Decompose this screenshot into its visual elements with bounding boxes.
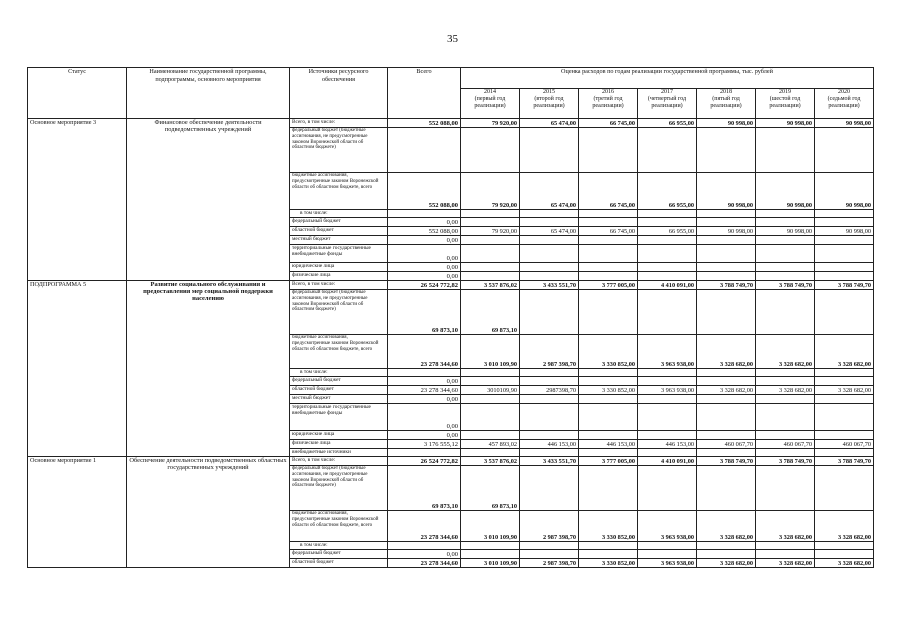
year-value-cell: 3 330 852,00 [579, 559, 638, 568]
year-value-cell: 3 777 005,00 [579, 457, 638, 466]
year-label: 2018 [720, 89, 732, 95]
year-value-cell: 2 987 398,70 [520, 559, 579, 568]
year-value-cell [638, 263, 697, 272]
year-value-cell: 446 153,00 [520, 440, 579, 449]
year-value-cell: 66 745,00 [579, 173, 638, 210]
total-cell: 0,00 [388, 245, 461, 263]
total-cell: 552 088,00 [388, 227, 461, 236]
source-label: федеральный бюджет [290, 218, 388, 227]
year-value-cell: 457 893,02 [461, 440, 520, 449]
year-value-cell [579, 218, 638, 227]
year-value-cell [461, 431, 520, 440]
year-value-cell: 3 963 938,00 [638, 511, 697, 542]
year-value-cell [697, 395, 756, 404]
year-value-cell [461, 272, 520, 281]
year-value-cell: 3 328 682,00 [697, 386, 756, 395]
year-value-cell [815, 218, 874, 227]
year-value-cell [815, 272, 874, 281]
total-cell: 26 524 772,82 [388, 457, 461, 466]
year-label: 2017 [661, 89, 673, 95]
year-value-cell [815, 236, 874, 245]
year-value-cell [461, 128, 520, 173]
year-value-cell: 65 474,00 [520, 227, 579, 236]
year-value-cell [815, 210, 874, 218]
year-value-cell [579, 404, 638, 431]
year-value-cell: 3 010 109,90 [461, 335, 520, 369]
year-value-cell [520, 542, 579, 550]
year-value-cell: 3 328 682,00 [815, 511, 874, 542]
total-cell: 0,00 [388, 272, 461, 281]
source-label: территориальные государственные внебюджетные фонды [290, 404, 388, 431]
total-cell: 69 873,10 [388, 290, 461, 335]
year-value-cell [756, 449, 815, 457]
header-sources: Источники ресурсного обеспечения [290, 68, 388, 119]
year-value-cell: 460 067,70 [697, 440, 756, 449]
source-label: в том числе: [290, 210, 388, 218]
year-value-cell [756, 236, 815, 245]
year-note: (первый год реализации) [474, 96, 506, 109]
program-name-cell: Финансовое обеспечение деятельности подведомственных учреждений [127, 119, 290, 281]
source-label: территориальные государственные внебюджетные фонды [290, 245, 388, 263]
year-value-cell: 2987398,70 [520, 386, 579, 395]
year-value-cell [579, 128, 638, 173]
year-value-cell: 3 328 682,00 [815, 559, 874, 568]
year-value-cell [520, 431, 579, 440]
year-value-cell: 3 330 852,00 [579, 511, 638, 542]
year-value-cell [756, 369, 815, 377]
year-value-cell [756, 245, 815, 263]
year-value-cell [638, 210, 697, 218]
year-label: 2014 [484, 89, 496, 95]
year-header-2020 [815, 89, 874, 119]
year-value-cell: 69 873,10 [461, 466, 520, 511]
year-header-2016 [579, 89, 638, 119]
year-value-cell [697, 542, 756, 550]
year-value-cell: 66 955,00 [638, 227, 697, 236]
year-value-cell: 3 788 749,70 [756, 457, 815, 466]
year-value-cell: 90 998,00 [815, 119, 874, 128]
year-value-cell [756, 218, 815, 227]
year-header-2018 [697, 89, 756, 119]
total-cell: 0,00 [388, 404, 461, 431]
year-value-cell [697, 290, 756, 335]
year-value-cell: 90 998,00 [756, 119, 815, 128]
source-label: федеральный бюджет (бюджетные ассигнования, не предусмотренные законом Воронежской области об областном бюджете) [290, 466, 388, 511]
year-value-cell [756, 290, 815, 335]
total-cell: 26 524 772,82 [388, 281, 461, 290]
year-value-cell: 3 963 938,00 [638, 559, 697, 568]
total-cell [388, 210, 461, 218]
year-value-cell [697, 210, 756, 218]
year-value-cell [638, 290, 697, 335]
year-value-cell [756, 542, 815, 550]
total-cell: 0,00 [388, 431, 461, 440]
year-value-cell [461, 542, 520, 550]
year-value-cell: 2 987 398,70 [520, 511, 579, 542]
year-value-cell [638, 449, 697, 457]
year-note: (второй год реализации) [533, 96, 565, 109]
year-value-cell [520, 218, 579, 227]
total-cell: 552 088,00 [388, 119, 461, 128]
total-cell [388, 542, 461, 550]
budget-table [27, 67, 874, 568]
year-value-cell [815, 290, 874, 335]
year-value-cell: 66 955,00 [638, 119, 697, 128]
year-value-cell [520, 550, 579, 559]
year-header-2019 [756, 89, 815, 119]
year-value-cell: 90 998,00 [756, 227, 815, 236]
year-label: 2019 [779, 89, 791, 95]
year-value-cell [520, 245, 579, 263]
year-value-cell [815, 369, 874, 377]
total-cell: 0,00 [388, 550, 461, 559]
total-cell [388, 449, 461, 457]
year-value-cell [579, 236, 638, 245]
year-value-cell: 3 328 682,00 [756, 335, 815, 369]
total-cell [388, 369, 461, 377]
year-value-cell [579, 290, 638, 335]
year-value-cell: 2 987 398,70 [520, 335, 579, 369]
year-value-cell [579, 245, 638, 263]
year-value-cell [756, 272, 815, 281]
page-number: 35 [447, 33, 458, 45]
header-estimate: Оценка расходов по годам реализации государственной программы, тыс. рублей [461, 68, 874, 89]
year-value-cell [461, 404, 520, 431]
year-value-cell: 90 998,00 [815, 173, 874, 210]
year-value-cell [461, 210, 520, 218]
year-value-cell [638, 395, 697, 404]
year-value-cell: 3 330 852,00 [579, 386, 638, 395]
year-value-cell [579, 369, 638, 377]
year-value-cell [638, 128, 697, 173]
source-label: бюджетные ассигнования, предусмотренные законом Воронежской области об областном бюджете, всего [290, 511, 388, 542]
header-total: Всего [388, 68, 461, 119]
total-cell: 3 176 555,12 [388, 440, 461, 449]
source-label: в том числе: [290, 542, 388, 550]
year-value-cell [520, 290, 579, 335]
year-value-cell [638, 245, 697, 263]
table-row [28, 119, 874, 128]
total-cell: 0,00 [388, 236, 461, 245]
year-value-cell: 90 998,00 [697, 173, 756, 210]
source-label: физические лица [290, 272, 388, 281]
total-cell: 69 873,10 [388, 466, 461, 511]
year-value-cell [697, 218, 756, 227]
year-note: (третий год реализации) [592, 96, 624, 109]
year-value-cell [638, 466, 697, 511]
year-value-cell [815, 377, 874, 386]
year-value-cell: 90 998,00 [697, 119, 756, 128]
year-value-cell [638, 550, 697, 559]
year-value-cell: 79 920,00 [461, 173, 520, 210]
year-value-cell: 3 788 749,70 [815, 457, 874, 466]
year-value-cell [815, 542, 874, 550]
year-value-cell [520, 466, 579, 511]
year-value-cell [638, 218, 697, 227]
year-value-cell: 3 433 551,70 [520, 457, 579, 466]
year-value-cell [638, 272, 697, 281]
year-value-cell: 3 788 749,70 [697, 457, 756, 466]
year-value-cell [815, 466, 874, 511]
total-cell: 552 088,00 [388, 173, 461, 210]
year-value-cell: 65 474,00 [520, 119, 579, 128]
table-body [28, 119, 874, 568]
source-label: Всего, в том числе: [290, 457, 388, 466]
total-cell: 0,00 [388, 377, 461, 386]
year-value-cell: 3 328 682,00 [697, 511, 756, 542]
total-cell: 0,00 [388, 263, 461, 272]
year-value-cell [697, 449, 756, 457]
status-cell: ПОДПРОГРАММА 5 [28, 281, 127, 457]
status-cell: Основное мероприятие 3 [28, 119, 127, 281]
year-value-cell: 3 328 682,00 [697, 335, 756, 369]
source-label: бюджетные ассигнования, предусмотренные законом Воронежской области об областном бюджете, всего [290, 173, 388, 210]
year-value-cell [461, 550, 520, 559]
year-value-cell [461, 263, 520, 272]
year-note: (шестой год реализации) [769, 96, 801, 109]
year-value-cell [697, 369, 756, 377]
source-label: федеральный бюджет (бюджетные ассигнования, не предусмотренные законом Воронежской области об областном бюджете) [290, 290, 388, 335]
total-cell: 23 278 344,60 [388, 559, 461, 568]
year-value-cell: 66 955,00 [638, 173, 697, 210]
year-value-cell: 3 777 005,00 [579, 281, 638, 290]
year-value-cell [579, 210, 638, 218]
source-label: юридические лица [290, 263, 388, 272]
year-header-2017 [638, 89, 697, 119]
year-value-cell [815, 449, 874, 457]
year-value-cell: 90 998,00 [697, 227, 756, 236]
year-value-cell: 3 328 682,00 [756, 386, 815, 395]
total-cell: 23 278 344,60 [388, 335, 461, 369]
year-value-cell [815, 128, 874, 173]
header-status: Статус [28, 68, 127, 119]
year-value-cell: 3 788 749,70 [815, 281, 874, 290]
year-value-cell: 90 998,00 [756, 173, 815, 210]
year-value-cell [461, 377, 520, 386]
year-value-cell: 3 010 109,90 [461, 511, 520, 542]
year-note: (четвертый год реализации) [647, 96, 687, 109]
program-name-cell: Развитие социального обслуживания и предоставления мер социальной поддержки населению [127, 281, 290, 457]
year-value-cell [520, 263, 579, 272]
source-label: Всего, в том числе: [290, 119, 388, 128]
source-label: федеральный бюджет [290, 550, 388, 559]
source-label: областной бюджет [290, 227, 388, 236]
source-label: юридические лица [290, 431, 388, 440]
year-value-cell [756, 431, 815, 440]
year-value-cell: 3 328 682,00 [756, 511, 815, 542]
year-label: 2020 [838, 89, 850, 95]
year-value-cell [579, 449, 638, 457]
year-value-cell: 3 328 682,00 [697, 559, 756, 568]
total-cell: 23 278 344,60 [388, 386, 461, 395]
year-value-cell [520, 404, 579, 431]
year-value-cell [697, 263, 756, 272]
year-value-cell: 3 788 749,70 [756, 281, 815, 290]
year-value-cell [697, 272, 756, 281]
year-label: 2016 [602, 89, 614, 95]
source-label: бюджетные ассигнования, предусмотренные законом Воронежской области об областном бюджете, всего [290, 335, 388, 369]
year-value-cell [520, 377, 579, 386]
year-value-cell: 3 433 551,70 [520, 281, 579, 290]
year-value-cell [461, 245, 520, 263]
year-label: 2015 [543, 89, 555, 95]
year-value-cell [697, 377, 756, 386]
year-value-cell [815, 404, 874, 431]
total-cell: 0,00 [388, 395, 461, 404]
year-value-cell: 460 067,70 [815, 440, 874, 449]
year-note: (седьмой год реализации) [827, 96, 861, 109]
source-label: местный бюджет [290, 236, 388, 245]
source-label: в том числе: [290, 369, 388, 377]
year-value-cell [579, 263, 638, 272]
year-value-cell [815, 245, 874, 263]
year-value-cell: 3 963 938,00 [638, 335, 697, 369]
year-value-cell [520, 128, 579, 173]
source-label: Всего, в том числе: [290, 281, 388, 290]
year-value-cell [638, 369, 697, 377]
year-value-cell [815, 431, 874, 440]
year-value-cell: 66 745,00 [579, 227, 638, 236]
year-value-cell: 79 920,00 [461, 119, 520, 128]
year-value-cell: 66 745,00 [579, 119, 638, 128]
year-value-cell [579, 466, 638, 511]
table-header [28, 68, 874, 119]
year-value-cell [638, 542, 697, 550]
year-value-cell [520, 210, 579, 218]
total-cell: 23 278 344,60 [388, 511, 461, 542]
year-value-cell [579, 272, 638, 281]
year-header-2014 [461, 89, 520, 119]
year-value-cell: 4 410 091,00 [638, 281, 697, 290]
year-value-cell: 65 474,00 [520, 173, 579, 210]
year-value-cell [461, 449, 520, 457]
year-value-cell: 460 067,70 [756, 440, 815, 449]
status-cell: Основное мероприятие 1 [28, 457, 127, 568]
table-row [28, 281, 874, 290]
year-value-cell [638, 236, 697, 245]
program-name-cell: Обеспечение деятельности подведомственных областных государственных учреждений [127, 457, 290, 568]
year-value-cell [638, 431, 697, 440]
year-value-cell [520, 369, 579, 377]
year-value-cell [461, 236, 520, 245]
year-value-cell [697, 404, 756, 431]
year-header-2015 [520, 89, 579, 119]
year-value-cell [520, 236, 579, 245]
year-value-cell: 90 998,00 [815, 227, 874, 236]
year-value-cell: 3 328 682,00 [815, 335, 874, 369]
year-value-cell: 3 963 938,00 [638, 386, 697, 395]
source-label: областной бюджет [290, 559, 388, 568]
year-value-cell [697, 431, 756, 440]
year-value-cell [756, 550, 815, 559]
year-value-cell: 3010109,90 [461, 386, 520, 395]
year-value-cell: 3 328 682,00 [815, 386, 874, 395]
year-value-cell: 3 330 852,00 [579, 335, 638, 369]
year-value-cell [579, 542, 638, 550]
source-label: внебюджетные источники [290, 449, 388, 457]
year-value-cell: 3 537 876,02 [461, 457, 520, 466]
year-value-cell [520, 272, 579, 281]
source-label: местный бюджет [290, 395, 388, 404]
source-label: физические лица [290, 440, 388, 449]
year-value-cell [579, 431, 638, 440]
year-value-cell [579, 395, 638, 404]
year-note: (пятый год реализации) [710, 96, 742, 109]
year-value-cell [756, 466, 815, 511]
source-label: федеральный бюджет (бюджетные ассигнования, не предусмотренные законом Воронежской области об областном бюджете) [290, 128, 388, 173]
year-value-cell [815, 550, 874, 559]
year-value-cell: 3 328 682,00 [756, 559, 815, 568]
year-value-cell [697, 550, 756, 559]
year-value-cell: 446 153,00 [638, 440, 697, 449]
year-value-cell: 446 153,00 [579, 440, 638, 449]
year-value-cell [579, 550, 638, 559]
year-value-cell [461, 395, 520, 404]
year-value-cell [638, 377, 697, 386]
year-value-cell [756, 377, 815, 386]
year-value-cell [520, 395, 579, 404]
year-value-cell [461, 369, 520, 377]
year-value-cell: 69 873,10 [461, 290, 520, 335]
year-value-cell [815, 263, 874, 272]
header-name: Наименование государственной программы, подпрограммы, основного мероприятия [127, 68, 290, 119]
year-value-cell: 79 920,00 [461, 227, 520, 236]
year-value-cell [756, 210, 815, 218]
year-value-cell [638, 404, 697, 431]
total-cell [388, 128, 461, 173]
year-value-cell [520, 449, 579, 457]
year-value-cell: 3 537 876,02 [461, 281, 520, 290]
year-value-cell [697, 245, 756, 263]
year-value-cell [697, 236, 756, 245]
year-value-cell [756, 395, 815, 404]
year-value-cell [756, 263, 815, 272]
year-value-cell [756, 404, 815, 431]
year-value-cell [697, 128, 756, 173]
year-value-cell [815, 395, 874, 404]
year-value-cell [461, 218, 520, 227]
year-value-cell [697, 466, 756, 511]
year-value-cell: 4 410 091,00 [638, 457, 697, 466]
source-label: федеральный бюджет [290, 377, 388, 386]
year-value-cell [579, 377, 638, 386]
year-value-cell [756, 128, 815, 173]
total-cell: 0,00 [388, 218, 461, 227]
source-label: областной бюджет [290, 386, 388, 395]
year-value-cell: 3 010 109,90 [461, 559, 520, 568]
table-row [28, 457, 874, 466]
year-value-cell: 3 788 749,70 [697, 281, 756, 290]
